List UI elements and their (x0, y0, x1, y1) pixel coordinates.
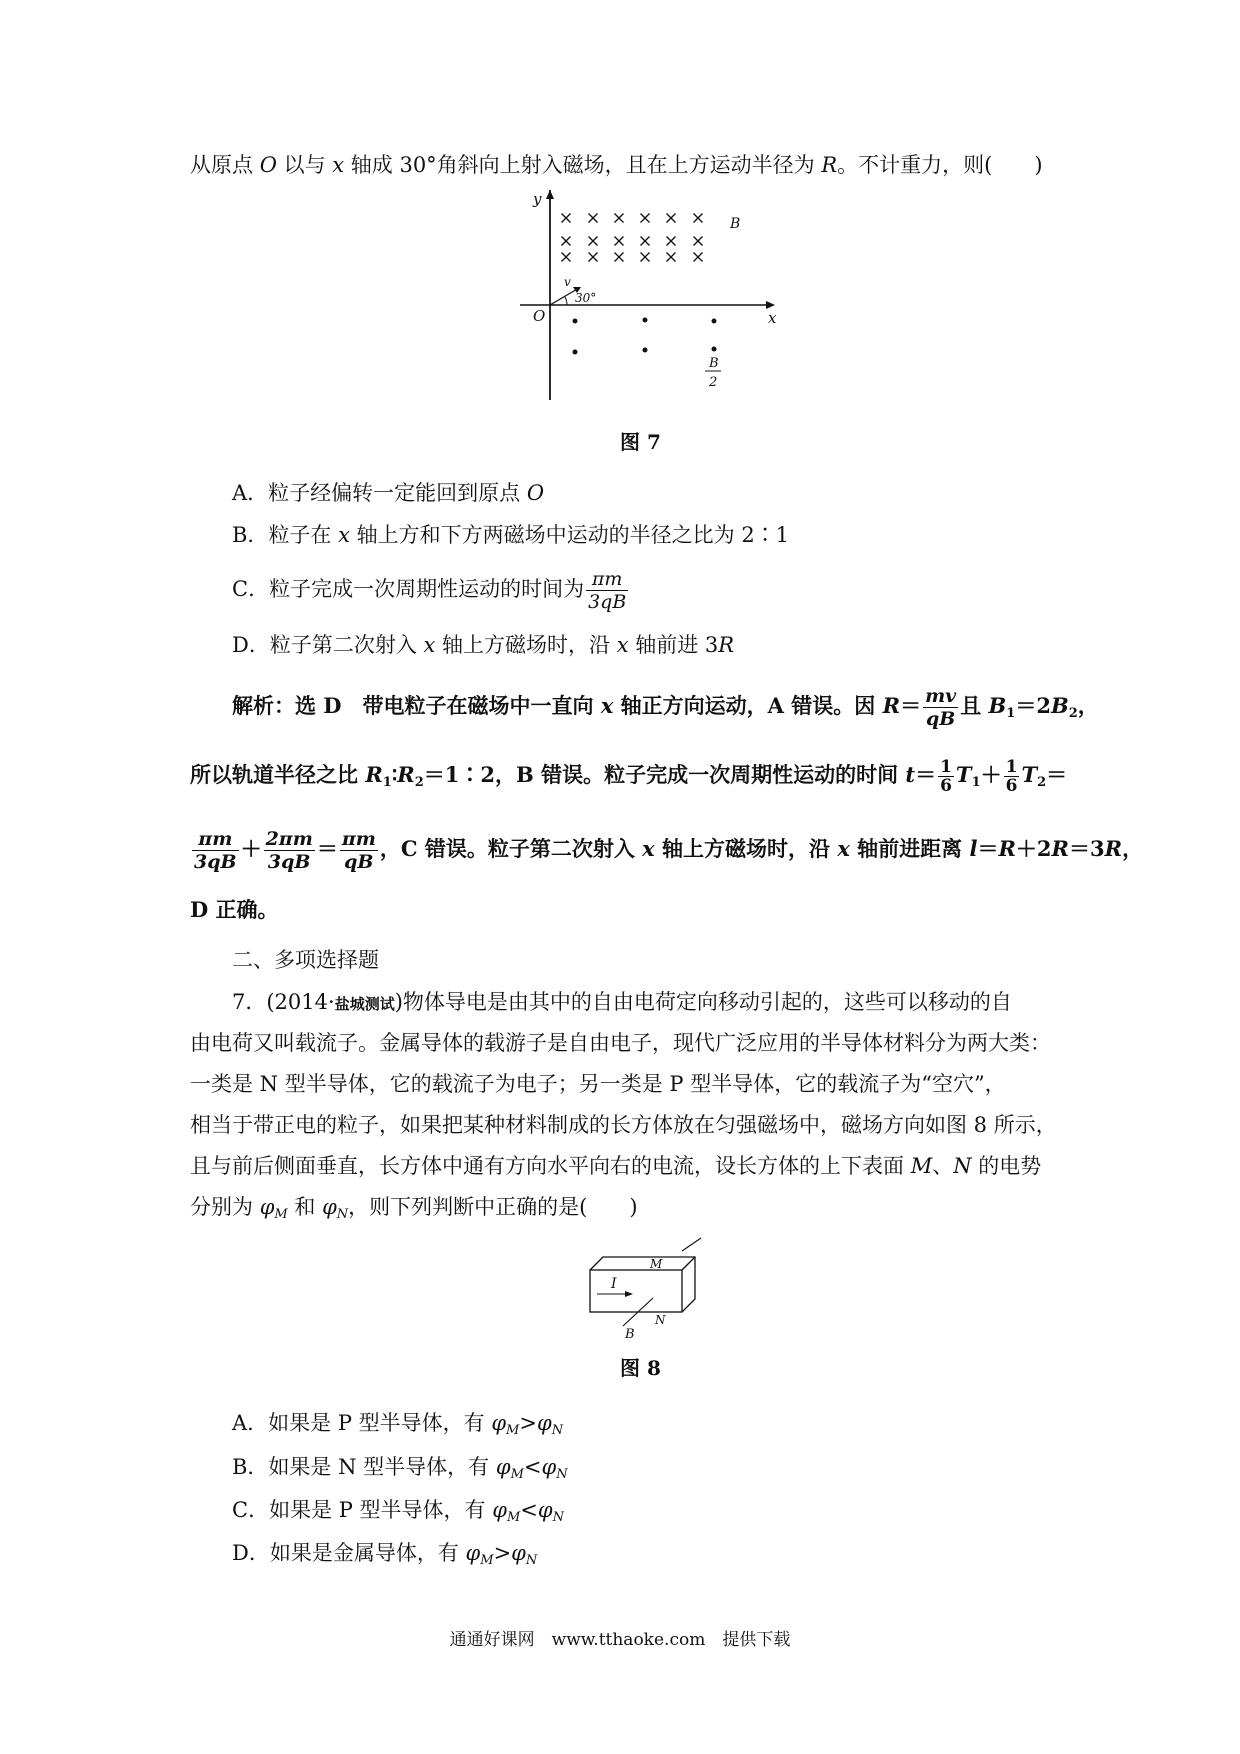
var: R (1051, 836, 1069, 861)
subscript: M (510, 1467, 524, 1482)
subscript: 1 (1006, 706, 1016, 721)
fraction-den: 3qB (194, 851, 237, 873)
var-r: R (718, 633, 735, 657)
var: N (953, 1154, 972, 1178)
option-letter: D． (232, 633, 270, 657)
problem7-option-c (232, 1495, 564, 1533)
relation: < (523, 1455, 542, 1479)
text: ＋ (240, 836, 262, 861)
problem7-line-1 (232, 987, 1012, 1019)
problem6-intro (190, 150, 1043, 180)
field-top-label: B (730, 216, 741, 232)
var: T (955, 762, 972, 787)
text: ， (1122, 836, 1144, 861)
option-letter: C． (232, 1498, 270, 1522)
angle-label: 30° (575, 291, 597, 305)
relation: > (519, 1411, 537, 1435)
field-into-page-marks (562, 214, 703, 262)
fraction-den: 6 (940, 776, 952, 796)
var-r: R (821, 153, 838, 177)
var: M (910, 1154, 933, 1178)
text: ＝1∶2，B 错误。粒子完成一次周期性运动的时间 (423, 762, 906, 787)
subscript: 1 (382, 775, 392, 790)
field-line-top (682, 1238, 701, 1251)
var: φ (491, 1411, 507, 1435)
var: R (365, 762, 383, 787)
var: T (1021, 762, 1038, 787)
section-title: 二、多项选择题 (232, 948, 379, 972)
problem7-line-3: 一类是 N 型半导体，它的载流子为电子；另一类是 P 型半导体，它的载流子为“空穴”， (190, 1072, 1006, 1096)
field-out-of-page-marks (573, 318, 717, 355)
subscript: N (551, 1423, 564, 1438)
var: R (882, 693, 901, 718)
var: φ (541, 1455, 557, 1479)
var: x (600, 693, 614, 718)
fraction-num: πm (192, 828, 239, 851)
var: φ (492, 1498, 507, 1522)
text: 解析：选 D 带电粒子在磁场中一直向 (232, 693, 601, 718)
problem6-option-c (232, 568, 630, 613)
text: 且 (960, 693, 989, 718)
text: ，则下列判断中正确的是( ) (348, 1195, 638, 1219)
fraction (264, 828, 315, 873)
subscript: M (480, 1553, 494, 1568)
text: ＝ (1046, 762, 1068, 787)
figure-8 (575, 1238, 715, 1342)
figure-8-caption: 图 8 (620, 1356, 661, 1380)
current-label: I (611, 1276, 617, 1292)
var: R (998, 836, 1016, 861)
figure-7 (505, 190, 805, 410)
text: ，C 错误。粒子第二次射入 (379, 836, 643, 861)
text: 轴上方磁场时，沿 (654, 836, 838, 861)
subscript: 2 (1037, 775, 1047, 790)
var-x: x (332, 153, 345, 177)
var: φ (495, 1455, 511, 1479)
figure-7-caption: 图 7 (620, 430, 661, 454)
fraction (923, 685, 958, 730)
fraction-den: 3qB (588, 591, 627, 613)
option-text: 轴前进 3 (628, 633, 719, 657)
fraction-num: mv (925, 685, 957, 707)
solution-line-3 (190, 828, 1143, 873)
var: x (642, 836, 655, 861)
text: 轴前进距离 (849, 836, 970, 861)
option-letter: A． (232, 481, 269, 505)
fraction-den: 3qB (267, 851, 311, 873)
option-text: 粒子第二次射入 (269, 633, 424, 657)
text: 、 (932, 1154, 954, 1178)
solution-line-2 (190, 758, 1067, 798)
var: φ (536, 1411, 552, 1435)
subscript: M (506, 1510, 521, 1525)
solution-line-4: D 正确。 (190, 897, 279, 922)
var: t (905, 762, 916, 787)
text: ＝3 (1069, 836, 1105, 861)
var-x: x (423, 633, 436, 657)
bottom-face-label: N (655, 1313, 666, 1327)
option-letter: B． (232, 523, 269, 547)
x-axis-label: x (768, 309, 777, 327)
text: 以与 (276, 153, 333, 177)
var: φ (322, 1195, 337, 1219)
fraction-num: πm (586, 568, 628, 591)
text: ＝ (977, 836, 999, 861)
problem7-line-6 (190, 1192, 638, 1230)
var: R (1104, 836, 1123, 861)
fraction (192, 828, 239, 873)
option-letter: A． (232, 1411, 269, 1435)
var: φ (537, 1498, 553, 1522)
option-text: 如果是 P 型半导体，有 (268, 1411, 492, 1435)
text: 7．(2014· (232, 990, 335, 1014)
problem7-option-d (232, 1538, 537, 1576)
footer: 通通好课网 www.tthaoke.com 提供下载 (449, 1630, 791, 1650)
var: R (397, 762, 415, 787)
text: ∶ (391, 762, 398, 787)
subscript: N (552, 1510, 564, 1525)
text: ＝ (316, 836, 338, 861)
fraction-num: 1 (940, 757, 952, 777)
text: 分别为 (190, 1195, 260, 1219)
source: 盐城测试 (334, 995, 395, 1013)
text: 。不计重力，则( ) (837, 153, 1043, 177)
fraction (1004, 758, 1020, 795)
subscript: 2 (1068, 706, 1078, 721)
text: ， (1077, 693, 1099, 718)
text: ＋ (980, 762, 1002, 787)
subscript: N (525, 1553, 538, 1568)
var: φ (511, 1541, 526, 1565)
text: ＝ (900, 693, 922, 718)
problem7-line-2: 由电荷又叫载流子。金属导体的载游子是自由电子，现代广泛应用的半导体材料分为两大类： (190, 1031, 1051, 1055)
text: )物体导电是由其中的自由电荷定向移动引起的，这些可以移动的自 (394, 990, 1012, 1014)
fraction-den: 6 (1005, 776, 1018, 796)
option-letter: D． (232, 1541, 270, 1565)
option-text: 粒子经偏转一定能回到原点 (268, 481, 527, 505)
var-o: O (259, 153, 277, 177)
option-text: 轴上方和下方两磁场中运动的半径之比为 2∶1 (349, 523, 790, 547)
subscript: M (506, 1423, 520, 1438)
option-text: 轴上方磁场时，沿 (435, 633, 617, 657)
subscript: N (336, 1207, 349, 1222)
option-letter: C． (232, 577, 270, 601)
var: x (837, 836, 850, 861)
subscript: N (556, 1467, 568, 1482)
option-text: 如果是 N 型半导体，有 (268, 1455, 496, 1479)
option-letter: B． (232, 1455, 269, 1479)
text: 从原点 (190, 153, 260, 177)
var: B (1050, 693, 1069, 718)
fraction (340, 828, 378, 873)
option-text: 如果是 P 型半导体，有 (269, 1498, 493, 1522)
problem6-option-b (232, 520, 789, 550)
problem7-option-b (232, 1452, 568, 1490)
subscript: 1 (971, 775, 981, 790)
fraction-num: 1 (1005, 757, 1018, 777)
var-x: x (338, 523, 350, 547)
var: l (969, 836, 978, 861)
subscript: M (274, 1207, 288, 1222)
problem6-option-a (232, 478, 544, 508)
field-bottom-num: B (709, 356, 719, 371)
text: 轴正方向运动，A 错误。因 (613, 693, 883, 718)
relation: > (493, 1541, 512, 1565)
problem7-option-a (232, 1408, 563, 1446)
problem6-option-d (232, 630, 734, 660)
subscript: 2 (414, 775, 424, 790)
text: ＋2 (1015, 836, 1052, 861)
var: B (988, 693, 1007, 718)
fraction-num: πm (341, 828, 376, 850)
option-text: 粒子完成一次周期性运动的时间为 (269, 577, 585, 601)
var-x: x (616, 633, 629, 657)
fraction-den: qB (344, 851, 374, 873)
var: φ (259, 1195, 275, 1219)
var: φ (465, 1541, 481, 1565)
problem7-line-4: 相当于带正电的粒子，如果把某种材料制成的长方体放在匀强磁场中，磁场方向如图 8 所示， (190, 1113, 1057, 1137)
y-axis-label: y (533, 190, 542, 208)
fraction-den: qB (925, 708, 956, 730)
var-o: O (526, 481, 545, 505)
option-text: 如果是金属导体，有 (269, 1541, 466, 1565)
text: 和 (287, 1195, 323, 1219)
fraction (586, 568, 628, 613)
text: 轴成 30°角斜向上射入磁场，且在上方运动半径为 (344, 153, 822, 177)
problem7-line-5 (190, 1151, 1041, 1181)
option-text: 粒子在 (268, 523, 339, 547)
origin-label: O (533, 307, 546, 325)
fraction-num: 2πm (265, 828, 313, 850)
relation: < (520, 1498, 538, 1522)
velocity-label: v (564, 275, 571, 289)
field-bottom-den: 2 (709, 375, 718, 390)
text: 所以轨道半径之比 (190, 762, 366, 787)
text: 且与前后侧面垂直，长方体中通有方向水平向右的电流，设长方体的上下表面 (190, 1154, 911, 1178)
field-label: B (625, 1327, 635, 1342)
solution-line-1 (232, 685, 1099, 730)
text: ＝ (915, 762, 937, 787)
top-face-label: M (650, 1257, 663, 1271)
text: 的电势 (971, 1154, 1042, 1178)
text: ＝2 (1015, 693, 1051, 718)
fraction (938, 758, 954, 795)
